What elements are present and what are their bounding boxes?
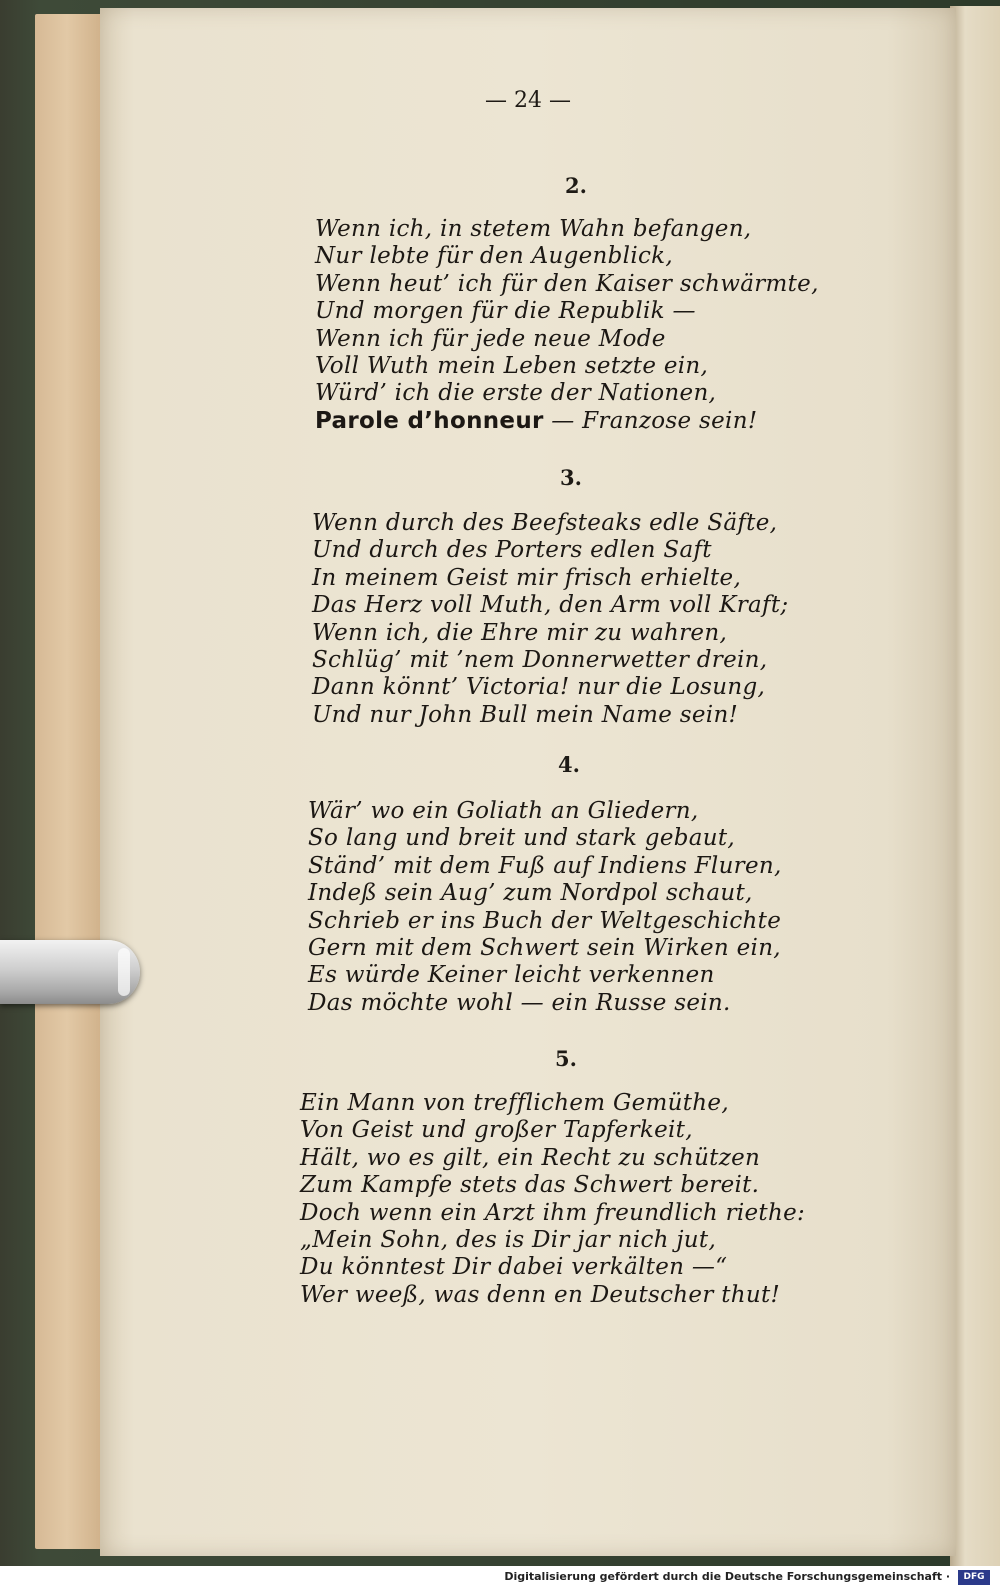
stanza-2 [315, 216, 819, 435]
verse-line: Wär’ wo ein Goliath an Gliedern, [308, 798, 699, 824]
stanza-number: 5. [555, 1046, 577, 1071]
stanza-number: 4. [558, 752, 580, 777]
verse-line: Wenn ich, die Ehre mir zu wahren, [312, 619, 728, 646]
stanza-3 [312, 510, 788, 729]
footer-bar [0, 1566, 1000, 1590]
verse-line: Voll Wuth mein Leben setzte ein, [315, 353, 709, 380]
stanza-5 [300, 1090, 805, 1309]
verse-line: In meinem Geist mir frisch erhielte, [312, 564, 742, 591]
verse-line: Zum Kampfe stets das Schwert bereit. [300, 1172, 760, 1199]
book-page [100, 8, 956, 1556]
stanza-number: 3. [560, 465, 582, 490]
verse-line: Von Geist und großer Tapferkeit, [300, 1117, 693, 1144]
verse-line: Ein Mann von trefflichem Gemüthe, [300, 1090, 729, 1116]
verse-line: „Mein Sohn, des is Dir jar nich jut, [300, 1227, 717, 1254]
verse-line: Du könntest Dir dabei verkälten —“ [300, 1254, 728, 1281]
verse-line: Wenn ich, in stetem Wahn befangen, [315, 216, 752, 242]
verse-line: Würd’ ich die erste der Nationen, [315, 380, 717, 407]
verse-line: Dann könnt’ Victoria! nur die Losung, [312, 674, 766, 701]
verse-line: Wenn durch des Beefsteaks edle Säfte, [312, 510, 778, 536]
verse-line: Das Herz voll Muth, den Arm voll Kraft; [312, 592, 789, 619]
page-clip [0, 940, 140, 1004]
verse-line: Und durch des Porters edlen Saft [312, 537, 712, 564]
verse-line: So lang und breit und stark gebaut, [308, 825, 736, 852]
verse-line: Und morgen für die Republik — [315, 298, 696, 325]
verse-line: Indeß sein Aug’ zum Nordpol schaut, [308, 880, 753, 907]
verse-line: Das möchte wohl — ein Russe sein. [308, 989, 731, 1016]
verse-line: Wenn heut’ ich für den Kaiser schwärmte, [315, 270, 819, 297]
verse-line-rest: — Franzose sein! [551, 407, 758, 434]
verse-line: Gern mit dem Schwert sein Wirken ein, [308, 935, 781, 962]
verse-line: Ständ’ mit dem Fuß auf Indiens Fluren, [308, 852, 782, 879]
verse-line: Und nur John Bull mein Name sein! [312, 701, 739, 728]
dfg-logo-icon: DFG [958, 1570, 990, 1585]
verse-line: Schlüg’ mit ’nem Donnerwetter drein, [312, 647, 768, 674]
page-number: — 24 — [485, 88, 571, 113]
verse-line: Es würde Keiner leicht verkennen [308, 962, 715, 989]
verse-line: Nur lebte für den Augenblick, [315, 243, 674, 270]
verse-line: Hält, wo es gilt, ein Recht zu schützen [300, 1144, 761, 1171]
funding-credit: Digitalisierung gefördert durch die Deutsche Forschungsgemeinschaft · [504, 1570, 950, 1583]
verse-line: Wenn ich für jede neue Mode [315, 325, 666, 352]
book-edge-right [950, 6, 1000, 1566]
verse-line: Doch wenn ein Arzt ihm freundlich riethe: [300, 1199, 806, 1226]
verse-bold-phrase: Parole d’honneur [315, 407, 544, 434]
verse-line-final [315, 408, 819, 435]
stanza-number: 2. [565, 173, 587, 198]
verse-line: Wer weeß, was denn en Deutscher thut! [300, 1281, 781, 1308]
stanza-4 [308, 798, 782, 1017]
verse-line: Schrieb er ins Buch der Weltgeschichte [308, 907, 782, 934]
